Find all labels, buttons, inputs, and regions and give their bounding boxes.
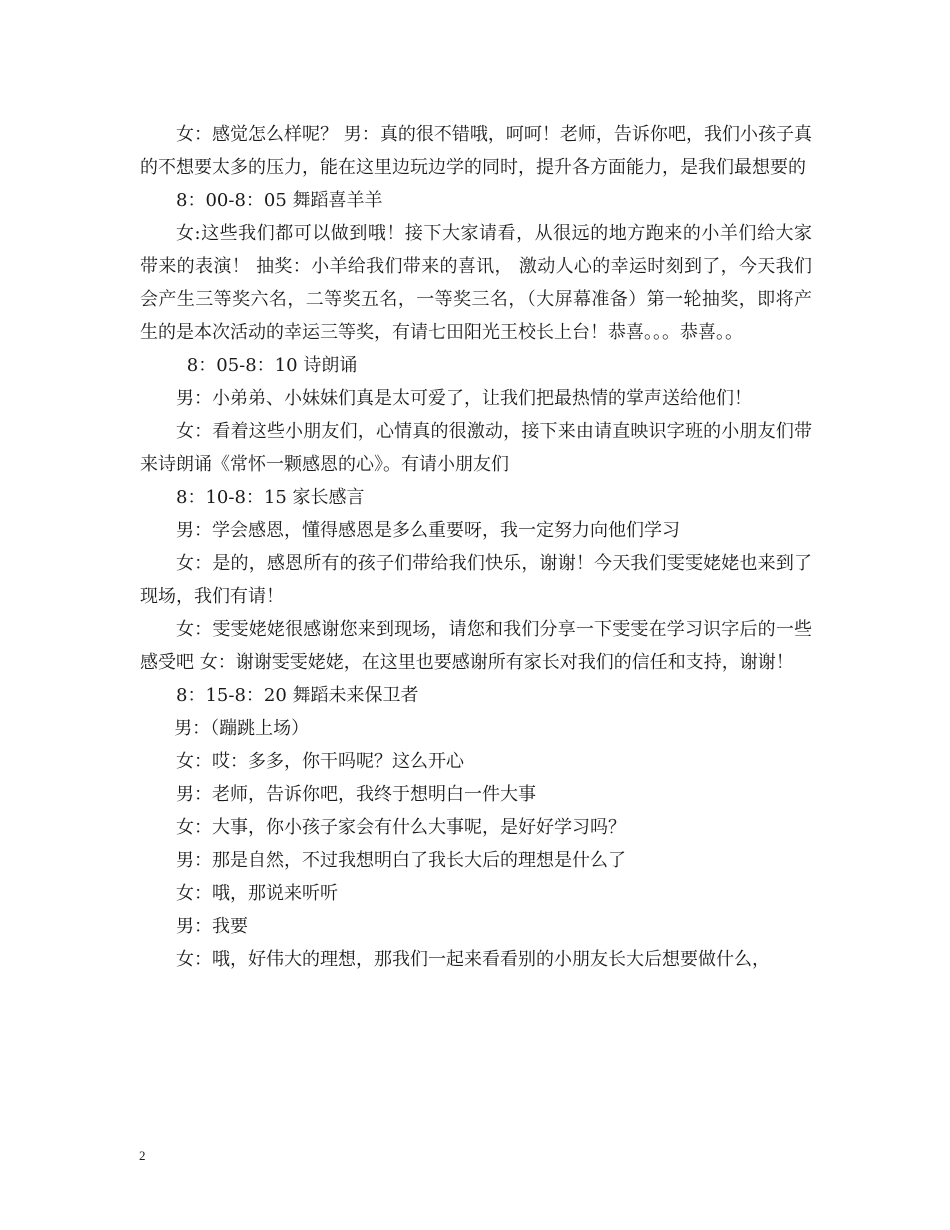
program-time-heading: 8：00-8：05 舞蹈喜羊羊	[176, 190, 383, 211]
dialogue-paragraph: 女：大事，你小孩子家会有什么大事呢，是好好学习吗？	[176, 817, 626, 838]
page-number: 2	[139, 1148, 146, 1163]
dialogue-paragraph: 女:这些我们都可以做到哦！接下大家请看，从很远的地方跑来的小羊们给大家带来的表演！ 抽奖：小羊给我们带来的喜讯， 激动人心的幸运时刻到了，今天我们会产生三等奖六名，二等奖五名，一等奖三名，（大屏幕准备）第一轮抽奖，即将产生的是本次活动的幸运三等奖，有请七田阳光王校长上台！恭喜。。。恭喜。。	[140, 223, 812, 343]
dialogue-paragraph: 男：我要	[176, 916, 248, 937]
dialogue-paragraph: 女：哦，那说来听听	[176, 883, 338, 904]
program-time-heading: 8：05-8：10 诗朗诵	[186, 355, 358, 376]
dialogue-paragraph: 男：老师，告诉你吧，我终于想明白一件大事	[176, 784, 536, 805]
dialogue-paragraph: 女：雯雯姥姥很感谢您来到现场，请您和我们分享一下雯雯在学习识字后的一些感受吧 女：谢谢雯雯姥姥，在这里也要感谢所有家长对我们的信任和支持，谢谢！	[140, 619, 812, 673]
program-time-heading: 8：15-8：20 舞蹈未来保卫者	[176, 685, 419, 706]
dialogue-paragraph: 女：看着这些小朋友们，心情真的很激动，接下来由请直映识字班的小朋友们带来诗朗诵《常怀一颗感恩的心》。有请小朋友们	[140, 421, 812, 475]
dialogue-paragraph: 男：（蹦跳上场）	[174, 718, 310, 739]
dialogue-paragraph: 男：那是自然，不过我想明白了我长大后的理想是什么了	[176, 850, 626, 871]
dialogue-paragraph: 女：感觉怎么样呢？ 男：真的很不错哦，呵呵！老师，告诉你吧，我们小孩子真的不想要太多的压力，能在这里边玩边学的同时，提升各方面能力，是我们最想要的	[140, 124, 812, 178]
dialogue-paragraph: 男：学会感恩，懂得感恩是多么重要呀，我一定努力向他们学习	[176, 520, 680, 541]
dialogue-paragraph: 女：哦，好伟大的理想，那我们一起来看看别的小朋友长大后想要做什么，	[176, 949, 770, 970]
dialogue-paragraph: 女：是的，感恩所有的孩子们带给我们快乐，谢谢！今天我们雯雯姥姥也来到了现场，我们有请！	[140, 553, 812, 607]
program-time-heading: 8：10-8：15 家长感言	[176, 487, 365, 508]
dialogue-paragraph: 女：哎：多多，你干吗呢？这么开心	[176, 751, 464, 772]
dialogue-paragraph: 男：小弟弟、小妹妹们真是太可爱了，让我们把最热情的掌声送给他们！	[176, 388, 752, 409]
document-body	[140, 118, 812, 976]
